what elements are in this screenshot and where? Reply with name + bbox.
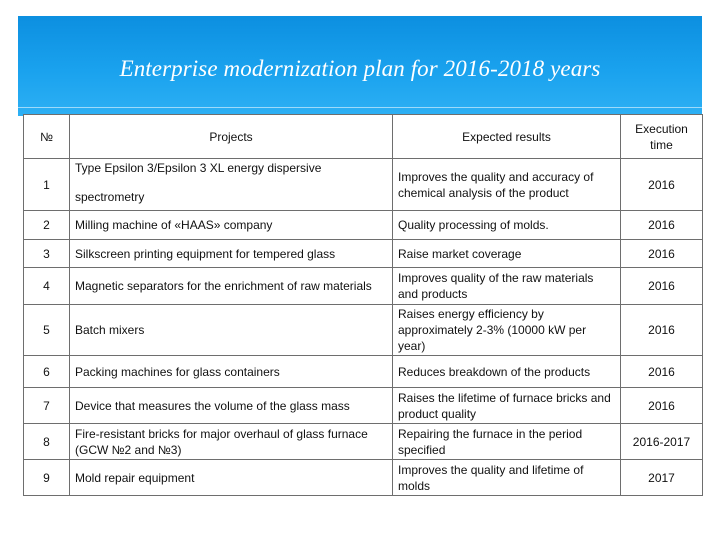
- time-cell: 2016: [621, 388, 703, 424]
- project-cell: Silkscreen printing equipment for tempered glass: [70, 240, 393, 268]
- result-cell: Improves quality of the raw materials and products: [393, 268, 621, 305]
- page-title: Enterprise modernization plan for 2016-2018 years: [119, 56, 601, 81]
- table-row: [24, 240, 703, 268]
- result-cell: Quality processing of molds.: [393, 211, 621, 240]
- result-cell: Raises the lifetime of furnace bricks and product quality: [393, 388, 621, 424]
- project-cell: Milling machine of «HAAS» company: [70, 211, 393, 240]
- project-cell: Mold repair equipment: [70, 460, 393, 496]
- modernization-plan-table: [23, 114, 703, 496]
- time-cell: 2016: [621, 268, 703, 305]
- time-cell: 2016: [621, 211, 703, 240]
- time-cell: 2016: [621, 356, 703, 388]
- table-row: [24, 424, 703, 460]
- time-cell: 2017: [621, 460, 703, 496]
- project-text-line2: spectrometry: [75, 190, 145, 204]
- header-number: №: [24, 115, 70, 159]
- result-cell: Improves the quality and lifetime of molds: [393, 460, 621, 496]
- banner-divider: [18, 107, 702, 108]
- result-cell: Repairing the furnace in the period specified: [393, 424, 621, 460]
- row-number: 1: [24, 159, 70, 211]
- project-cell: [70, 159, 393, 211]
- table-row: [24, 356, 703, 388]
- row-number: 3: [24, 240, 70, 268]
- row-number: 6: [24, 356, 70, 388]
- time-cell: 2016-2017: [621, 424, 703, 460]
- time-cell: 2016: [621, 159, 703, 211]
- project-cell: Device that measures the volume of the glass mass: [70, 388, 393, 424]
- header-expected-results: Expected results: [393, 115, 621, 159]
- header-projects: Projects: [70, 115, 393, 159]
- table-row: [24, 159, 703, 211]
- project-cell: Packing machines for glass containers: [70, 356, 393, 388]
- row-number: 5: [24, 305, 70, 356]
- time-cell: 2016: [621, 305, 703, 356]
- table-row: [24, 211, 703, 240]
- row-number: 9: [24, 460, 70, 496]
- result-cell: Reduces breakdown of the products: [393, 356, 621, 388]
- row-number: 7: [24, 388, 70, 424]
- header-execution-time: Execution time: [621, 115, 703, 159]
- project-text-line1: Type Epsilon 3/Epsilon 3 XL energy dispersive: [75, 161, 322, 175]
- table-row: [24, 268, 703, 305]
- result-cell: Raises energy efficiency by approximately 2-3% (10000 kW per year): [393, 305, 621, 356]
- table-header-row: [24, 115, 703, 159]
- project-cell: Fire-resistant bricks for major overhaul of glass furnace (GCW №2 and №3): [70, 424, 393, 460]
- table-row: [24, 460, 703, 496]
- project-cell: Batch mixers: [70, 305, 393, 356]
- row-number: 4: [24, 268, 70, 305]
- row-number: 8: [24, 424, 70, 460]
- project-cell: Magnetic separators for the enrichment of raw materials: [70, 268, 393, 305]
- time-cell: 2016: [621, 240, 703, 268]
- result-cell: Raise market coverage: [393, 240, 621, 268]
- row-number: 2: [24, 211, 70, 240]
- result-cell: Improves the quality and accuracy of chemical analysis of the product: [393, 159, 621, 211]
- table-row: [24, 388, 703, 424]
- table-row: [24, 305, 703, 356]
